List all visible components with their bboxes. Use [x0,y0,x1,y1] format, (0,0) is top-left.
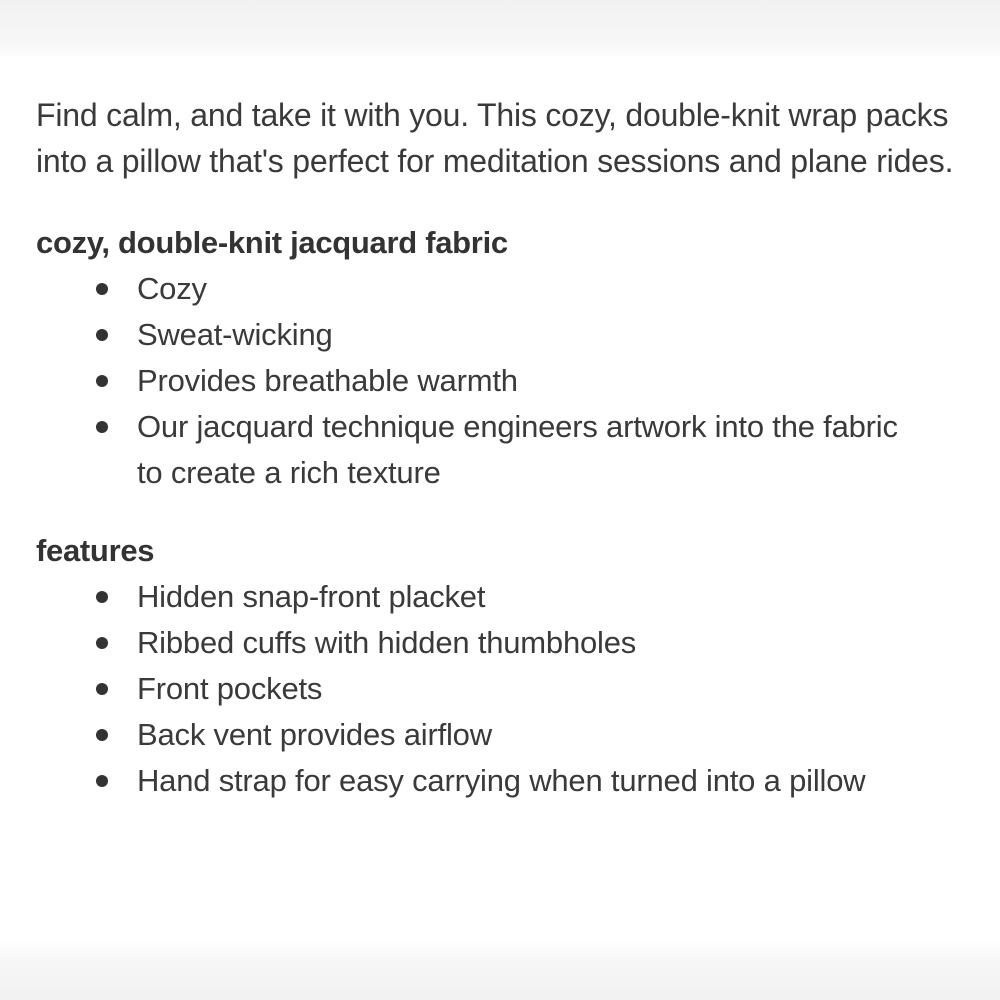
top-shadow [0,0,1000,60]
list-item-text: Cozy [137,271,207,306]
features-heading: features [36,533,155,568]
features-list [36,574,956,804]
bullet-icon [96,283,108,295]
list-item-text: Our jacquard technique engineers artwork into the fabric to create a rich texture [137,409,898,490]
list-item [36,312,917,358]
list-item-text: Sweat-wicking [137,317,333,352]
bullet-icon [96,683,108,695]
bullet-icon [96,591,108,603]
intro-paragraph: Find calm, and take it with you. This cozy, double-knit wrap packs into a pillow that's perfect for meditation sessions and plane rides. [36,97,954,179]
list-item-text: Ribbed cuffs with hidden thumbholes [137,625,637,660]
bottom-shadow [0,940,1000,1000]
list-item [36,358,917,404]
product-description [36,92,956,804]
list-item-text: Provides breathable warmth [137,363,518,398]
fabric-heading: cozy, double-knit jacquard fabric [36,225,508,260]
list-item-text: Front pockets [137,671,323,706]
list-item-text: Hand strap for easy carrying when turned into a pillow [137,763,866,798]
list-item [36,758,917,804]
bullet-icon [96,375,108,387]
list-item [36,266,917,312]
list-item [36,404,917,496]
bullet-icon [96,775,108,787]
fabric-list [36,266,956,496]
bullet-icon [96,729,108,741]
bullet-icon [96,329,108,341]
bullet-icon [96,421,108,433]
list-item [36,666,917,712]
list-item [36,574,917,620]
list-item [36,712,917,758]
list-item-text: Hidden snap-front placket [137,579,486,614]
list-item [36,620,917,666]
bullet-icon [96,637,108,649]
list-item-text: Back vent provides airflow [137,717,492,752]
